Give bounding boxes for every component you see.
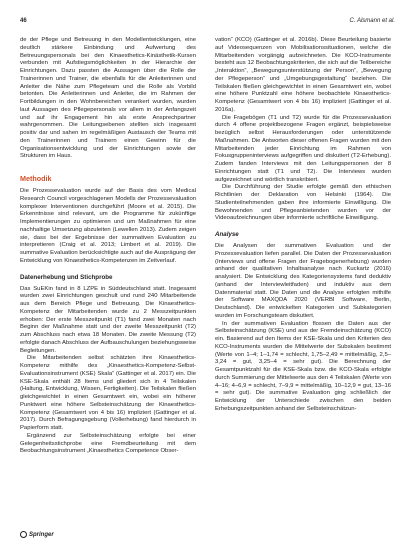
body-paragraph: de der Pflege und Betreuung in den Modellentwicklungen, eine deutlich stärkere Einbindung und Aufwertung des Betreuungspersonals bei den Kinaesthetics-Kinästhetik-Kursen verbunden mit Aufstiegsmöglichkeiten in der Hierarchie der Einrichtungen. Dazu passten die Aussagen über die Rolle der Trainerinnen und Trainer, die ebenfalls für die Anleiterinnen und Anleiter die Nähe zum Pflegeteam und die Rolle als Vorbild betonten. Die Anleiterinnen und Anleiter, die im Rahmen der Fortbildungen in den Wohnbereichen verankert wurden, wurden laut Aussagen des Pflegepersonals vor allem in der Anfangszeit und auf ihr Engagement hin als erste Ansprechpartner wahrgenommen. Die Leitungsebenen stellten sich insgesamt positiv dar und sahen im regelmäßigen Austausch der Teams mit den Trainerinnen und Trainern einen Gewinn für die Organisationsentwicklung und der Einrichtungen sowie der Strukturen im Haus. (20, 37, 196, 160)
right-column (215, 37, 391, 414)
body-paragraph: In der summativen Evaluation flossen die Daten aus der Selbsteinschätzung (KSE) und aus der Fremdeinschätzung (KCO) ein. Basierend auf den Items der KSE-Skala und den Kriterien des KCO-Instruments wurden die Mittelwerte der Subskalen bestimmt (Werte von 1–4; 1–1,74 = schlecht, 1,75–2,49 = mittelmäßig, 2,5–3,24 = gut, 3,25–4 = sehr gut). Die Berechnung der Gesamtpunktzahl für die KSE-Skala bzw. die KCO-Skala erfolgte durch Summierung der Mittelwerte aus den 4 Teilskalen (Werte von 4–16; 4–6,9 = schlecht, 7–9,9 = mittelmäßig, 10–12,9 = gut, 13–16 = sehr gut). Die summative Evaluation ging schließlich der Entwicklung der Unterschiede zwischen den beiden Erhebungszeitpunkten anhand der Selbsteinschätzun- (215, 320, 391, 412)
body-paragraph: Ergänzend zur Selbsteinschätzung erfolgte bei einer Gelegenheitsstichprobe eine Fremdbeurteilung mit dem Beobachtungsinstrument „Kinaesthetics Competence Obser- (20, 432, 196, 455)
page-number: 46 (20, 18, 27, 24)
running-header (0, 18, 413, 28)
body-paragraph: Die Fragebögen (T1 und T2) wurde für die Prozessevaluation durch 4 offene projektbezogene Fragen ergänzt, beispielsweise bezüglich selbst Herausforderungen oder unterstützende Maßnahmen. Die Antworten dieser offenen Fragen wurden mit den Mitarbeitenden jeder Einrichtung im Rahmen von Fokusgruppeninterviews aufgegriffen und diskutiert (T2-Erhebung). Zudem fanden Interviews mit den Leitungspersonen der 8 Einrichtungen statt (T1 und T2). Die Interviews wurden aufgezeichnet und wörtlich transkribiert. (215, 114, 391, 183)
body-paragraph: Das SuEKin fand in 8 LZPE in Süddeutschland statt. Insgesamt wurden zwei Einrichtungen geschult und rund 240 Mitarbeitende aus dem Bereich Pflege und Betreuung. Die Kinaesthetics-Kompetenz der Mitarbeitenden wurde zu 2 Messzeitpunkten erhoben: Der erste Messzeitpunkt (T1) fand zwei Monaten nach Beginn der Maßnahme statt und der zweite Messzeitpunkt (T2) zum Abschluss nach etwa 18 Monaten. Die zweite Messung (T2) erfolgte danach Abschluss der Aufbauschulungen beziehungsweise Begleitungen. (20, 285, 196, 354)
body-paragraph: Die Mitarbeitenden selbst schätzten ihre Kinaesthetics-Kompetenz mithilfe des „Kinaesthetics-Kompetenz-Selbst-Evaluationsinstrument (KSE) Skala“ (Gattinger et al. 2017) ein. Die KSE-Skala enthält 28 Items und gliedert sich in 4 Teilskalen (Haltung, Entwicklung, Wissen, Fertigkeiten). Die Teilskalen fließen gleichgewichtet in einen Gesamtwert ein, wobei ein höherer Punktwert eine höhere Selbsteinschätzung der Kinaesthetics-Kompetenz (Gesamtwert von 4 bis 16) impliziert (Gattinger et al. 2017). Durch Befragungsgebung (Vollerhebung) fand hierdurch in Papierform statt. (20, 355, 196, 431)
publisher-name: Springer (29, 531, 54, 538)
subsection-title: Analyse (215, 231, 239, 238)
left-column (20, 37, 196, 456)
subsection-title: Datenerhebung und Stichprobe (20, 273, 113, 281)
body-paragraph: vation“ (KCO) (Gattinger et al. 2016b). Diese Beurteilung basierte auf Videosequenzen von Mobilisationssituationen, welche die Mitarbeitenden vorgängig aufzeichneten. Die KCO-Instrumente besteht aus 12 Beobachtungskriterien, die sich auf die Teilbereiche „Interaktion“, „Bewegungsunterstützung der Person“, „Bewegung der Pflegeperson“ und „Umgebungsgestaltung“ beziehen. Die Teilskalen fließen gleichgewichtet in einen Gesamtwert ein, wobei eine höhere Punktzahl eine höhere beobachtete Kinaesthetics-Kompetenz (Gesamtwert von 4 bis 16) impliziert (Gattinger et al. 2016a). (215, 37, 391, 113)
body-paragraph: Die Analysen der summativen Evaluation und der Prozessevaluation liefen parallel. Die Daten der Prozessevaluation (Interviews und offene Fragen der Fragebogenerhebung) wurden anhand der qualitativen Inhaltsanalyse nach Kuckartz (2016) analysiert. Die Entwicklung des Kategoriensystems fand deduktiv (anhand der Interviewleitfaden) und induktiv aus dem Datenmaterial statt. Die Daten und die Analyse erfolgten mithilfe der Software MAXQDA 2020 (VERBI Software, Berlin, Deutschland). Die entwickelten Kategorien und Subkategorien wurden im Forschungsteam diskutiert. (215, 243, 391, 319)
body-paragraph: Die Durchführung der Studie erfolgte gemäß den ethischen Richtlinien der Deklaration von Helsinki (1964). Die Studienteilnehmenden gaben ihre informierte Einwilligung. Die Bewohnenden und Pflegeanbietenden wurden vor der Videoaufzeichnungen über informierte schriftliche Einwilligung. (215, 184, 391, 222)
springer-logo-icon (20, 531, 27, 538)
body-paragraph: Die Prozessevaluation wurde auf der Basis des vom Medical Research Council vorgeschlagenen Modells der Prozessevaluation komplexer Interventionen durchgeführt (Moore et al. 2015). Die Erkenntnisse sind relevant, um die Programme für zukünftige Implementierungen zu optimieren und um Maßnahmen für eine nachhaltige Umsetzung abzuleiten (Lewellen 2013). Zudem zeigen sie, dass bei der Ergebnisse der summativen Evaluation zu interpretieren (Craig et al. 2013; Limbert et al. 2019). Die summative Evaluation berücksichtigte auch auf die Ausprägung der Entwicklung von Kinaesthetics-Kompetenzen im Zeitverlauf. (20, 188, 196, 264)
publisher-footer (20, 531, 54, 538)
section-title: Methodik (20, 174, 52, 183)
running-head-author: C. Alsmann et al. (349, 18, 395, 24)
